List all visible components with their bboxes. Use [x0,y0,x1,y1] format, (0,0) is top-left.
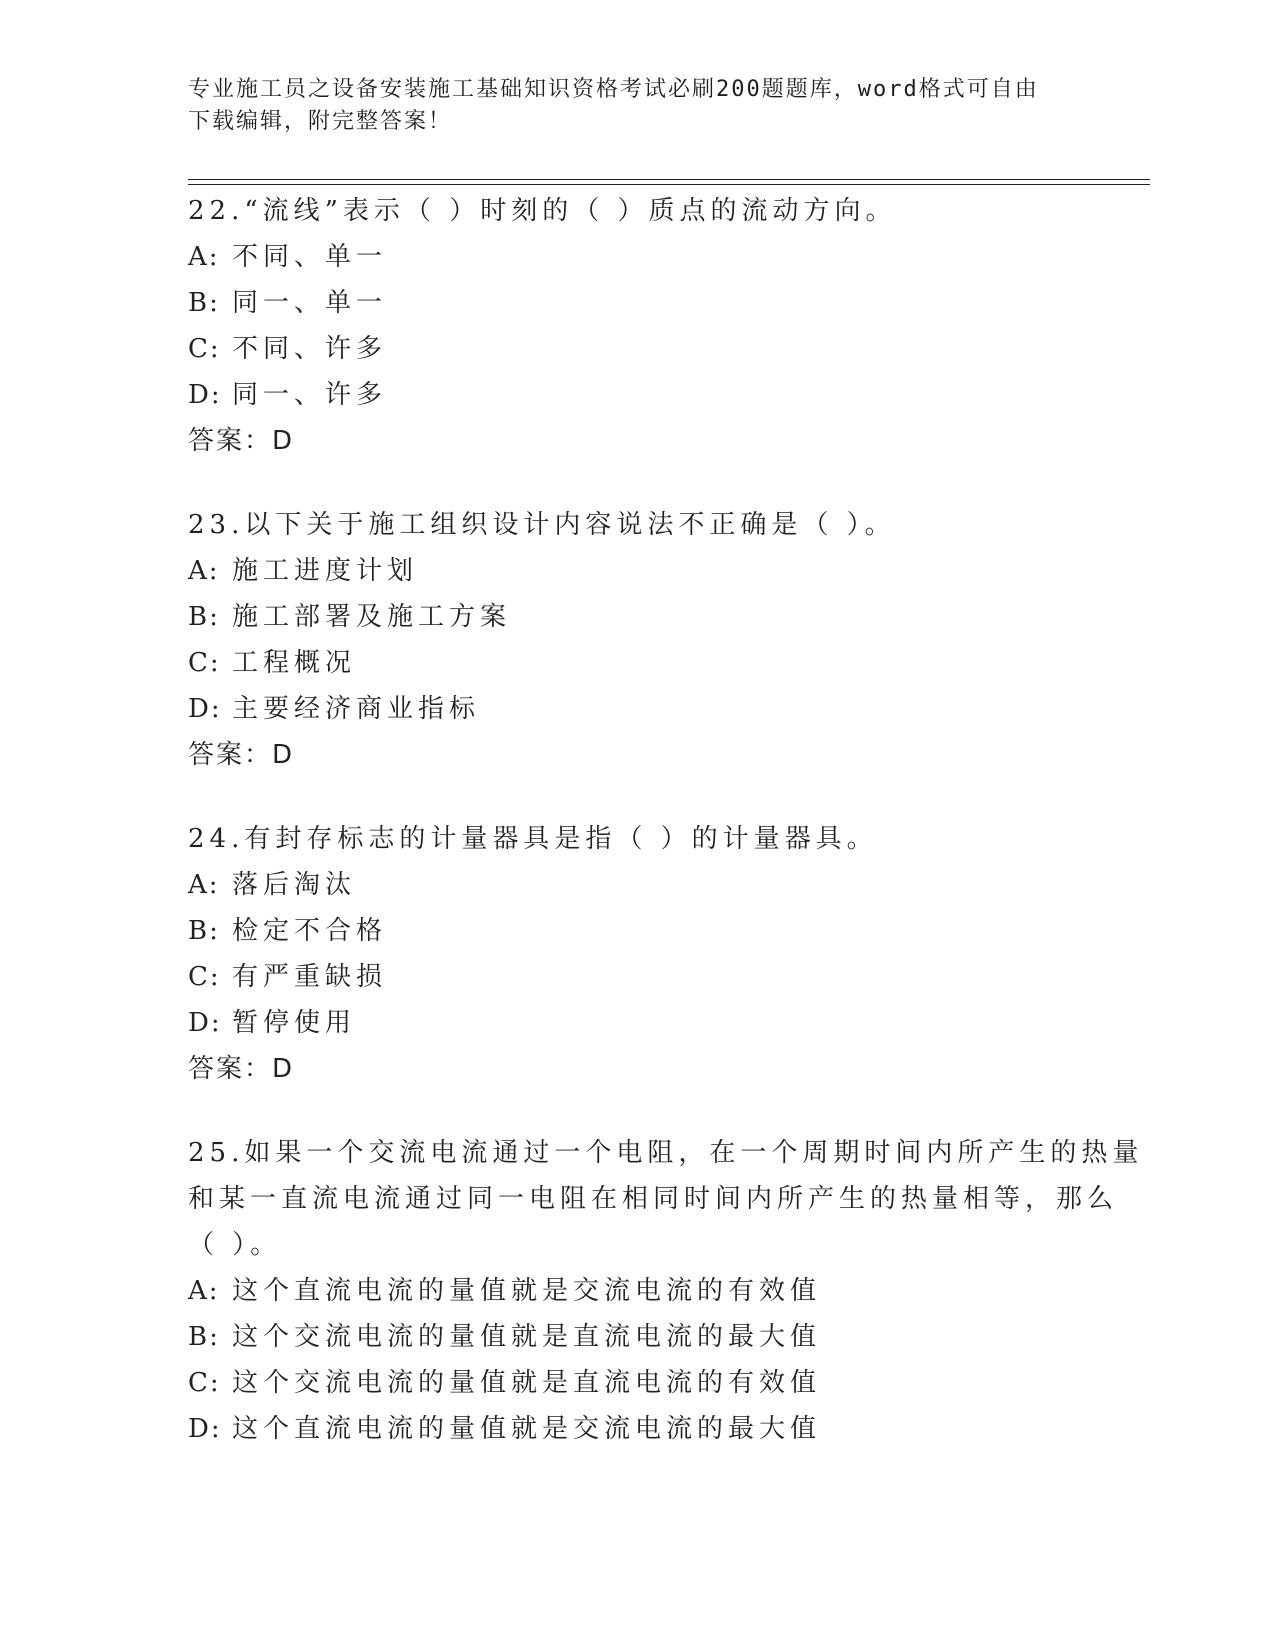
option-text: 同一、许多 [232,380,388,410]
option-text: 这个交流电流的量值就是直流电流的有效值 [232,1368,822,1398]
option-d [188,686,1088,732]
option-letter: B: [188,602,220,632]
option-d [188,1406,1088,1452]
option-c [188,640,1088,686]
option-letter: B: [188,916,220,946]
option-b [188,594,1088,640]
option-letter: A: [188,1276,220,1306]
option-text: 这个直流电流的量值就是交流电流的最大值 [232,1414,822,1444]
option-text: 落后淘汰 [232,870,357,900]
option-text: 有严重缺损 [232,962,388,992]
option-letter: C: [188,334,221,364]
option-text: 施工进度计划 [232,556,419,586]
option-d [188,372,1088,418]
option-letter: D: [188,1414,222,1444]
answer-label: 答案：D [188,426,295,456]
question-25 [188,1130,1144,1452]
option-letter: A: [188,870,220,900]
header-line-1: 专业施工员之设备安装施工基础知识资格考试必刷200题题库，word格式可自由 [188,77,1039,102]
question-stem-line-3: （ ）。 [188,1230,282,1260]
option-text: 施工部署及施工方案 [232,602,512,632]
header-line-2: 下载编辑，附完整答案！ [188,109,453,134]
question-23 [188,502,1088,778]
option-text: 同一、单一 [232,288,388,318]
option-text: 主要经济商业指标 [232,694,481,724]
question-list [188,188,1144,1490]
option-letter: A: [188,556,220,586]
option-letter: B: [188,1322,220,1352]
option-c [188,954,1088,1000]
option-a [188,862,1088,908]
option-letter: C: [188,962,221,992]
option-a [188,234,1088,280]
option-b [188,1314,1088,1360]
option-b [188,280,1088,326]
option-letter: D: [188,1008,222,1038]
option-letter: D: [188,380,222,410]
question-24 [188,816,1088,1092]
option-a [188,548,1088,594]
option-text: 暂停使用 [232,1008,357,1038]
option-c [188,1360,1088,1406]
document-header [188,74,1068,138]
option-letter: B: [188,288,220,318]
option-b [188,908,1088,954]
answer-label: 答案：D [188,740,295,770]
option-text: 这个交流电流的量值就是直流电流的最大值 [232,1322,822,1352]
option-a [188,1268,1088,1314]
question-stem: 24.有封存标志的计量器具是指（ ）的计量器具。 [188,824,878,854]
question-stem: 22.“流线”表示（ ）时刻的（ ）质点的流动方向。 [188,196,897,226]
option-letter: D: [188,694,222,724]
question-stem-line-1: 25.如果一个交流电流通过一个电阻，在一个周期时间内所产生的热量 [188,1138,1144,1168]
option-text: 这个直流电流的量值就是交流电流的有效值 [232,1276,822,1306]
option-letter: C: [188,1368,221,1398]
question-22 [188,188,1088,464]
option-d [188,1000,1088,1046]
option-letter: C: [188,648,221,678]
option-letter: A: [188,242,220,272]
answer-label: 答案：D [188,1054,295,1084]
option-text: 工程概况 [232,648,357,678]
option-c [188,326,1088,372]
option-text: 不同、单一 [232,242,388,272]
question-stem-line-2: 和某一直流电流通过同一电阻在相同时间内所产生的热量相等，那么 [188,1184,1119,1214]
option-text: 检定不合格 [232,916,388,946]
option-text: 不同、许多 [232,334,388,364]
question-stem: 23.以下关于施工组织设计内容说法不正确是（ ）。 [188,510,896,540]
header-divider [188,179,1150,185]
